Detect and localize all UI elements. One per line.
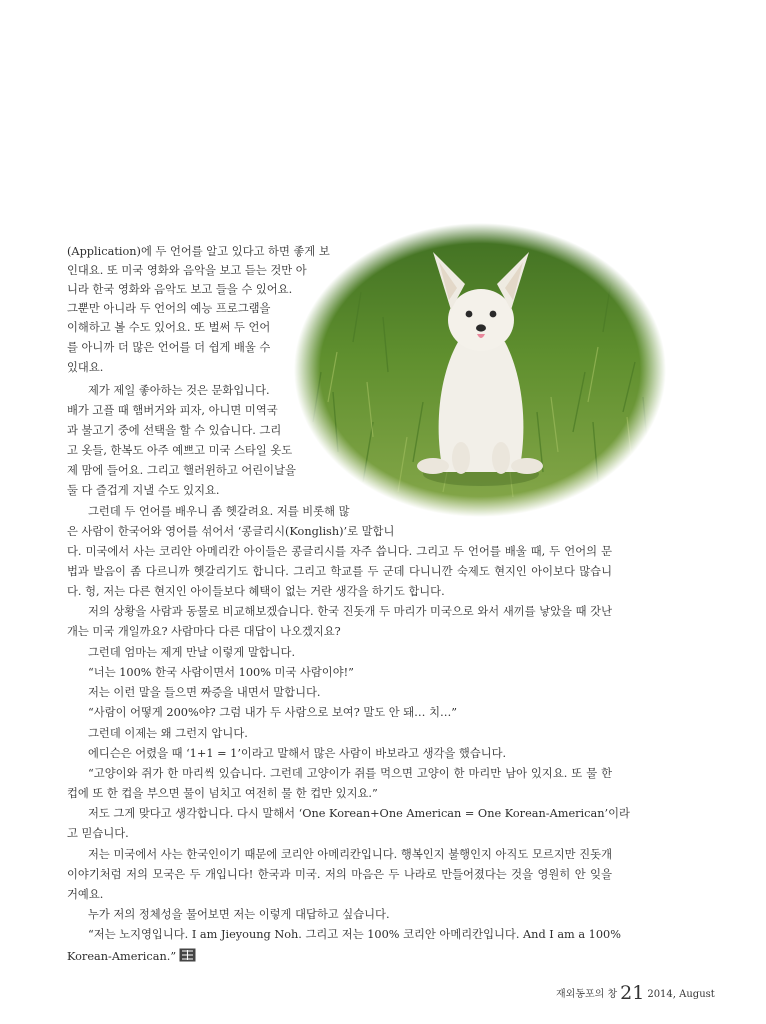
article-line: 다. 헝, 저는 다른 현지인 아이들보다 혜택이 없는 거란 생각을 하기도 합니다. <box>67 585 445 598</box>
article-line: 제 맘에 들어요. 그리고 핼러윈하고 어린이날을 <box>67 464 296 477</box>
article-line: 그런데 엄마는 제게 만날 이렇게 말합니다. <box>88 646 296 659</box>
article-line: 컵에 또 한 컵을 부으면 물이 넘치고 여전히 물 한 컵만 있지요.” <box>67 787 378 800</box>
article-line: 은 사람이 한국어와 영어를 섞어서 ‘콩글리시(Konglish)’로 말합니 <box>67 525 395 538</box>
article-line: 배가 고플 때 햄버거와 피자, 아니면 미역국 <box>67 404 278 417</box>
article-line: 그런데 두 언어를 배우니 좀 헷갈려요. 저를 비롯해 많 <box>88 505 350 518</box>
article-line: “저는 노지영입니다. I am Jieyoung Noh. 그리고 저는 100% 코리안 아메리칸입니다. And I am a 100% <box>88 928 621 941</box>
article-line: 개는 미국 개일까요? 사람마다 다른 대답이 나오겠지요? <box>67 625 341 638</box>
article-line-text: Korean-American.” <box>67 950 177 963</box>
article-line: 과 불고기 중에 선택을 할 수 있습니다. 그리 <box>67 424 282 437</box>
article-line: 저도 그게 맞다고 생각합니다. 다시 말해서 ‘One Korean+One American = One Korean-American’이라 <box>88 807 630 820</box>
article-line: 니라 한국 영화와 음악도 보고 들을 수 있어요. <box>67 283 293 296</box>
article-line: 이해하고 볼 수도 있어요. 또 벌써 두 언어 <box>67 321 271 334</box>
issue-date: 2014, August <box>647 989 715 1000</box>
article-line: (Application)에 두 언어를 알고 있다고 하면 좋게 보 <box>67 245 330 258</box>
article-line: 그런데 이제는 왜 그런지 압니다. <box>88 727 248 740</box>
article-line: 인대요. 또 미국 영화와 음악을 보고 듣는 것만 아 <box>67 264 307 277</box>
article-line: “너는 100% 한국 사람이면서 100% 미국 사람이야!” <box>88 666 354 679</box>
page-footer <box>556 982 715 1004</box>
article-line <box>67 948 612 964</box>
magazine-name: 재외동포의 창 <box>556 989 618 1000</box>
article-line: 제가 제일 좋아하는 것은 문화입니다. <box>88 384 270 397</box>
article-line: 저는 이런 말을 들으면 짜증을 내면서 말합니다. <box>88 686 321 699</box>
article-line: 고 옷들, 한복도 아주 예쁘고 미국 스타일 옷도 <box>67 444 293 457</box>
article-line: 저의 상황을 사람과 동물로 비교해보겠습니다. 한국 진돗개 두 마리가 미국으로 와서 새끼를 낳았을 때 갓난 <box>88 605 612 618</box>
article-line: 저는 미국에서 사는 한국인이기 때문에 코리안 아메리칸입니다. 행복인지 불행인지 아직도 모르지만 진돗개 <box>88 848 612 861</box>
page-number: 21 <box>620 982 645 1004</box>
article-line: 를 아니까 더 많은 언어를 더 쉽게 배울 수 <box>67 341 271 354</box>
article-line: 둘 다 즐겁게 지낼 수도 있지요. <box>67 484 220 497</box>
article-line: 다. 미국에서 사는 코리안 아메리칸 아이들은 콩글리시를 자주 씁니다. 그리고 두 언어를 배울 때, 두 언어의 문 <box>67 545 612 558</box>
article-line: 에디슨은 어렸을 때 ‘1+1 = 1’이라고 말해서 많은 사람이 바보라고 생각을 했습니다. <box>88 747 507 760</box>
article-line: 있대요. <box>67 361 104 374</box>
article-line: 이야기처럼 저의 모국은 두 개입니다! 한국과 미국. 저의 마음은 두 나라로 만들어졌다는 것을 영원히 안 잊을 <box>67 868 612 881</box>
article-line: 법과 발음이 좀 다르니까 헷갈리기도 합니다. 그리고 학교를 두 군데 다니니깐 숙제도 현지인 아이보다 많습니 <box>67 565 612 578</box>
article-line: 거예요. <box>67 888 104 901</box>
signature-stamp-icon <box>179 948 196 962</box>
article-line: 고 믿습니다. <box>67 827 129 840</box>
article-line: 누가 저의 정체성을 물어보면 저는 이렇게 대답하고 싶습니다. <box>88 908 390 921</box>
article-line: 그뿐만 아니라 두 언어의 예능 프로그램을 <box>67 302 271 315</box>
article-line: “사람이 어떻게 200%야? 그럼 내가 두 사람으로 보여? 말도 안 돼… 치…” <box>88 706 458 719</box>
article-line: “고양이와 쥐가 한 마리씩 있습니다. 그런데 고양이가 쥐를 먹으면 고양이 한 마리만 남아 있지요. 또 물 한 <box>88 767 612 780</box>
